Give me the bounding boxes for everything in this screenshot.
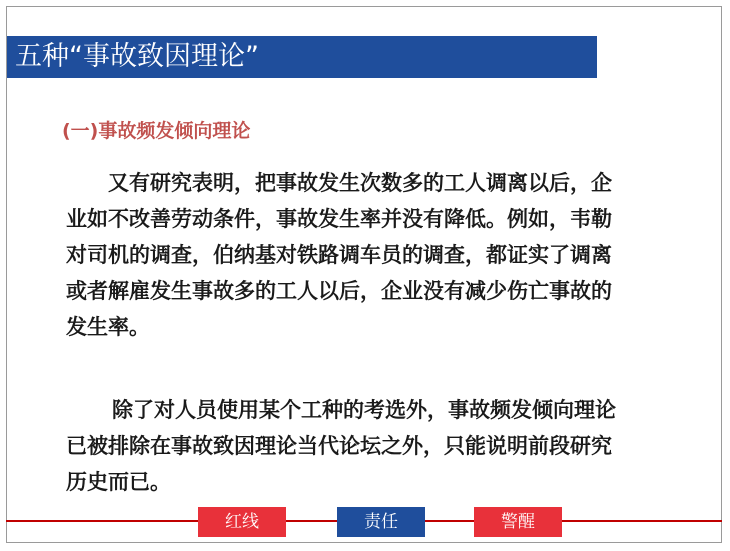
paragraph-line: 已被排除在事故致因理论当代论坛之外，只能说明前段研究 (66, 434, 612, 458)
slide-title: 五种“事故致因理论” (7, 36, 597, 78)
responsibility-button[interactable]: 责任 (337, 507, 425, 537)
paragraph-line: 业如不改善劳动条件，事故发生率并没有降低。例如，韦勒 (66, 207, 612, 231)
body-paragraph-1 (66, 165, 692, 345)
red-line-button[interactable]: 红线 (198, 507, 286, 537)
paragraph-line: 又有研究表明，把事故发生次数多的工人调离以后，企 (108, 171, 612, 195)
paragraph-line: 发生率。 (66, 315, 150, 339)
paragraph-line: 除了对人员使用某个工种的考选外，事故频发倾向理论 (112, 398, 616, 422)
body-paragraph-2 (66, 392, 692, 500)
warning-button[interactable]: 警醒 (474, 507, 562, 537)
paragraph-line: 或者解雇发生事故多的工人以后，企业没有减少伤亡事故的 (66, 279, 612, 303)
paragraph-line: 历史而已。 (66, 470, 171, 494)
section-subtitle: (一)事故频发倾向理论 (62, 120, 251, 142)
paragraph-line: 对司机的调查，伯纳基对铁路调车员的调查，都证实了调离 (66, 243, 612, 267)
